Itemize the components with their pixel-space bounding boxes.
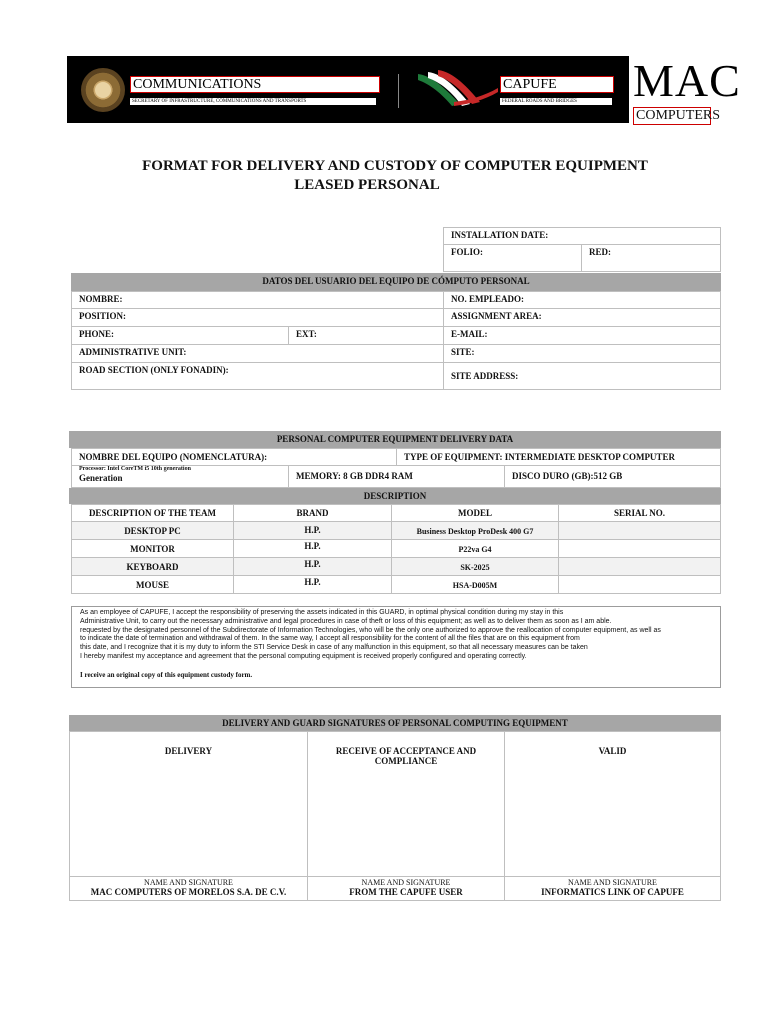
mac-logo-subtitle: COMPUTERS bbox=[633, 107, 711, 125]
signature-title: DELIVERY bbox=[164, 746, 213, 756]
processor-generation: Generation bbox=[79, 473, 123, 483]
table-row-serial[interactable] bbox=[558, 539, 721, 558]
table-row-model: P22va G4 bbox=[391, 539, 559, 558]
administrative-unit-field[interactable]: ADMINISTRATIVE UNIT: bbox=[71, 344, 444, 363]
table-row-model: SK-2025 bbox=[391, 557, 559, 576]
signature-box-valid[interactable] bbox=[504, 731, 721, 901]
red-field[interactable]: RED: bbox=[581, 244, 721, 272]
table-row-brand: H.P. bbox=[233, 539, 392, 558]
description-header: DESCRIPTION bbox=[69, 488, 721, 504]
table-row-desc: DESKTOP PC bbox=[71, 521, 234, 540]
col-header-model: MODEL bbox=[391, 504, 559, 522]
capufe-title: CAPUFE bbox=[500, 76, 614, 93]
signature-org: INFORMATICS LINK OF CAPUFE bbox=[541, 887, 684, 897]
signature-box-acceptance[interactable] bbox=[307, 731, 505, 901]
communications-title: COMMUNICATIONS bbox=[130, 76, 380, 93]
signature-title: VALID bbox=[598, 746, 627, 756]
table-row-desc: KEYBOARD bbox=[71, 557, 234, 576]
ext-field[interactable]: EXT: bbox=[288, 326, 444, 345]
capufe-logo-icon bbox=[414, 66, 500, 110]
assignment-area-field[interactable]: ASSIGNMENT AREA: bbox=[443, 308, 721, 327]
table-row-model: HSA-D005M bbox=[391, 575, 559, 594]
signature-name-label: NAME AND SIGNATURE bbox=[361, 878, 451, 887]
government-seal-icon bbox=[81, 68, 125, 112]
statement-line: requested by the designated personnel of the Subdirectorate of Information Technologies, who will be the only one authorized to approve the reallocation of computer equipment, as well as bbox=[80, 626, 661, 634]
equipment-section-header: PERSONAL COMPUTER EQUIPMENT DELIVERY DATA bbox=[69, 431, 721, 448]
position-field[interactable]: POSITION: bbox=[71, 308, 444, 327]
processor-field bbox=[71, 465, 289, 488]
phone-field[interactable]: PHONE: bbox=[71, 326, 289, 345]
signature-line bbox=[70, 876, 307, 877]
table-row-desc: MONITOR bbox=[71, 539, 234, 558]
signature-org: FROM THE CAPUFE USER bbox=[349, 887, 463, 897]
nombre-field[interactable]: NOMBRE: bbox=[71, 291, 444, 309]
receive-copy-statement: I receive an original copy of this equipment custody form. bbox=[80, 670, 253, 679]
signature-line bbox=[505, 876, 720, 877]
signature-line bbox=[308, 876, 504, 877]
statement-line: to indicate the date of termination and withdrawal of them. In the same way, I accept all responsibility for the content of all the files that are on this equipment from bbox=[80, 635, 580, 643]
site-field[interactable]: SITE: bbox=[443, 344, 721, 363]
statement-line: As an employee of CAPUFE, I accept the responsibility of preserving the assets indicated in this GUARD, in optimal physical condition during my stay in this bbox=[80, 609, 564, 616]
type-of-equipment-field[interactable]: TYPE OF EQUIPMENT: INTERMEDIATE DESKTOP COMPUTER bbox=[396, 448, 721, 466]
email-field[interactable]: E-MAIL: bbox=[443, 326, 721, 345]
capufe-subtitle: FEDERAL ROADS AND BRIDGES bbox=[500, 98, 612, 105]
document-title-line1: FORMAT FOR DELIVERY AND CUSTODY OF COMPUTER EQUIPMENT bbox=[142, 158, 648, 174]
memory-field: MEMORY: 8 GB DDR4 RAM bbox=[288, 465, 505, 488]
folio-field[interactable]: FOLIO: bbox=[443, 244, 582, 272]
signature-title: RECEIVE OF ACCEPTANCE AND COMPLIANCE bbox=[335, 746, 477, 766]
responsibility-statement bbox=[71, 606, 721, 688]
col-header-description: DESCRIPTION OF THE TEAM bbox=[71, 504, 234, 522]
table-row-serial[interactable] bbox=[558, 557, 721, 576]
table-row-brand: H.P. bbox=[233, 557, 392, 576]
table-row-serial[interactable] bbox=[558, 521, 721, 540]
mac-logo: MAC bbox=[633, 55, 741, 106]
road-section-field[interactable]: ROAD SECTION (ONLY FONADIN): bbox=[71, 362, 444, 390]
table-row-desc: MOUSE bbox=[71, 575, 234, 594]
signatures-header: DELIVERY AND GUARD SIGNATURES OF PERSONAL COMPUTING EQUIPMENT bbox=[69, 715, 721, 731]
signature-box-delivery[interactable] bbox=[69, 731, 308, 901]
table-row-brand: H.P. bbox=[233, 575, 392, 594]
header-divider bbox=[398, 74, 399, 108]
signature-org: MAC COMPUTERS OF MORELOS S.A. DE C.V. bbox=[90, 887, 287, 897]
disco-duro-field: DISCO DURO (GB):512 GB bbox=[504, 465, 721, 488]
processor-detail: Processor: Intel CoreTM i5 10th generation bbox=[79, 466, 191, 472]
table-row-brand: H.P. bbox=[233, 521, 392, 540]
col-header-serial: SERIAL NO. bbox=[558, 504, 721, 522]
no-empleado-field[interactable]: NO. EMPLEADO: bbox=[443, 291, 721, 309]
table-row-serial[interactable] bbox=[558, 575, 721, 594]
signature-name-label: NAME AND SIGNATURE bbox=[144, 878, 233, 887]
document-title-line2: LEASED PERSONAL bbox=[294, 177, 440, 193]
communications-subtitle: SECRETARY OF INFRASTRUCTURE, COMMUNICATIONS AND TRANSPORTS bbox=[130, 98, 376, 105]
installation-date-field[interactable]: INSTALLATION DATE: bbox=[443, 227, 721, 245]
user-section-header: DATOS DEL USUARIO DEL EQUIPO DE CÓMPUTO PERSONAL bbox=[71, 273, 721, 291]
nombre-equipo-field[interactable]: NOMBRE DEL EQUIPO (NOMENCLATURA): bbox=[71, 448, 397, 466]
statement-line: I hereby manifest my acceptance and agreement that the personal computing equipment is received properly configured and operating correctly. bbox=[80, 652, 527, 660]
statement-line: Administrative Unit, to carry out the necessary administrative and legal procedures in case of theft or loss of this equipment; as well as to deliver them as soon as I am able. bbox=[80, 617, 612, 625]
table-row-model: Business Desktop ProDesk 400 G7 bbox=[391, 521, 559, 540]
site-address-field[interactable]: SITE ADDRESS: bbox=[443, 362, 721, 390]
col-header-brand: BRAND bbox=[233, 504, 392, 522]
signature-name-label: NAME AND SIGNATURE bbox=[568, 878, 657, 887]
statement-line: this date, and I recognize that it is my duty to inform the STI Service Desk in case of any malfunction in this equipment, so that all necessary measures can be taken bbox=[80, 644, 588, 652]
